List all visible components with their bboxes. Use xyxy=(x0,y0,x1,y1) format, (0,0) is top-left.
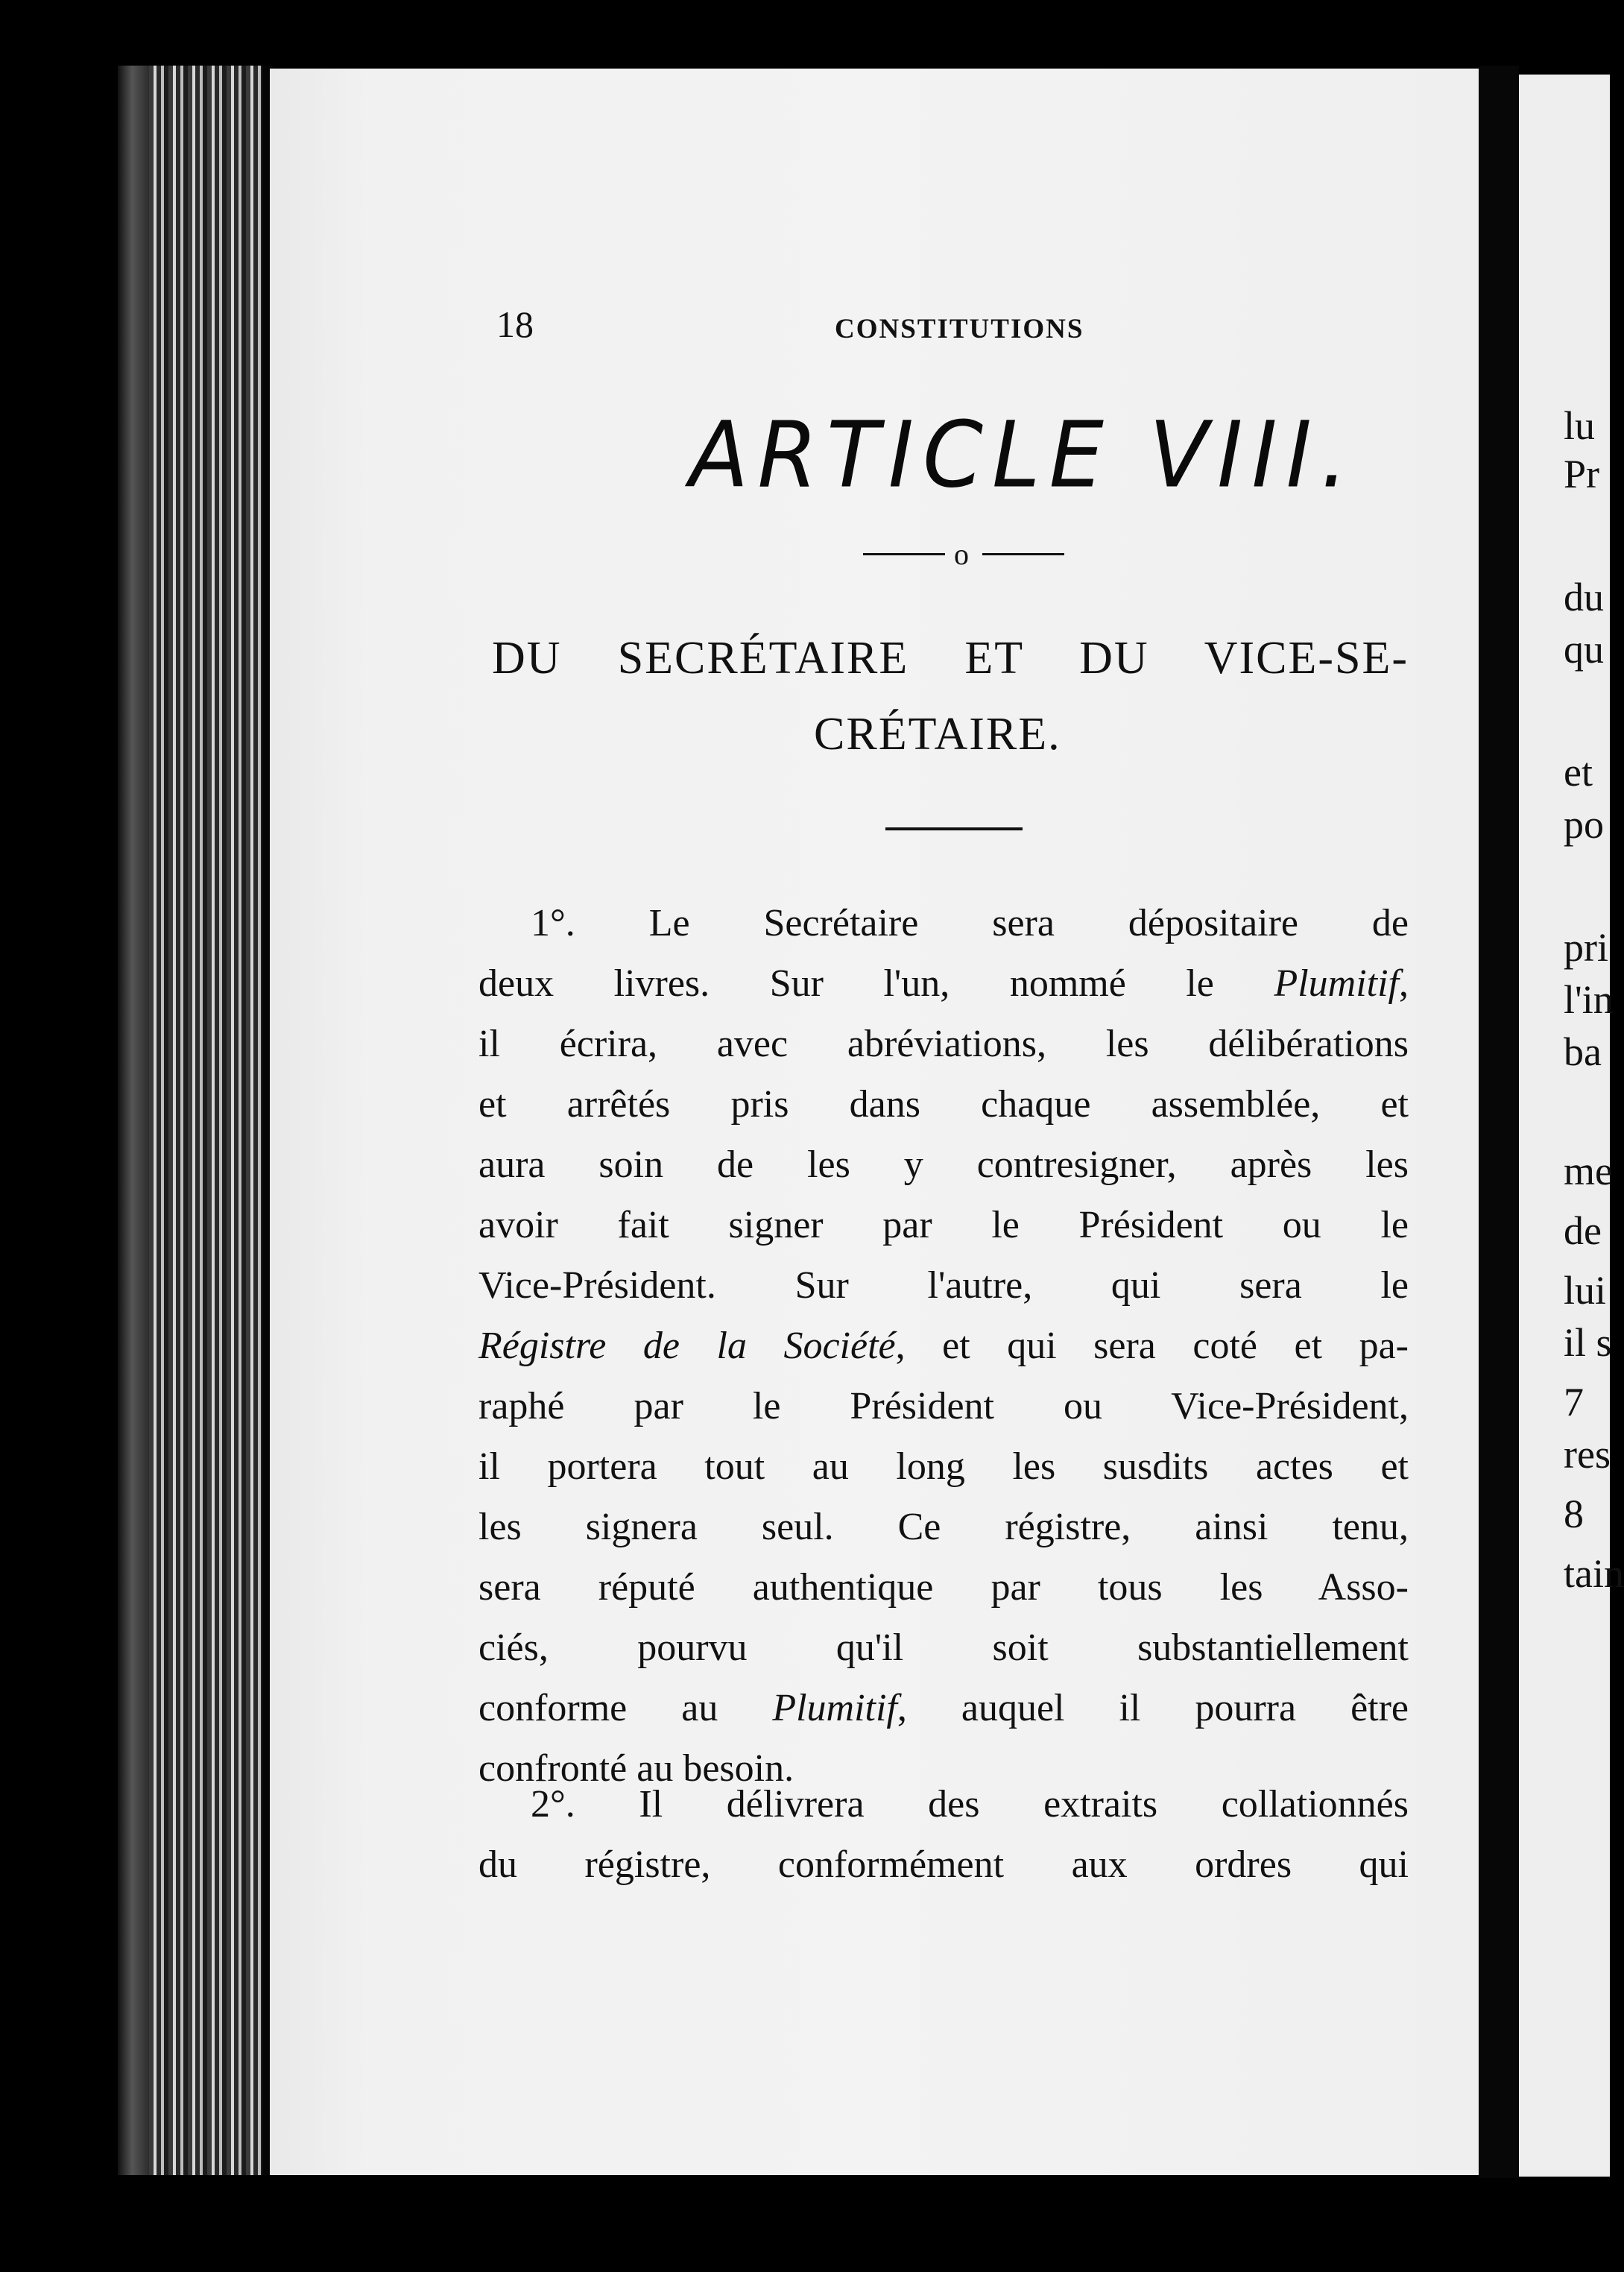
facing-page-fragment: 7 xyxy=(1564,1380,1584,1424)
italic-text: Plumitif xyxy=(772,1687,897,1729)
text-line xyxy=(478,1497,1409,1557)
text-segment: il portera tout au long les susdits actes et xyxy=(478,1445,1409,1488)
text-segment: les signera seul. Ce régistre, ainsi tenu, xyxy=(478,1506,1409,1548)
text-segment: du régistre, conformément aux ordres qui xyxy=(478,1843,1409,1886)
text-line xyxy=(478,1074,1409,1135)
facing-page-fragment: et xyxy=(1564,750,1593,795)
ornament-mark: o xyxy=(954,537,969,571)
facing-page-fragment: po xyxy=(1564,802,1604,847)
facing-page-fragment: res xyxy=(1564,1432,1611,1477)
facing-page-fragment: du xyxy=(1564,575,1604,619)
text-segment: 2°. Il délivrera des extraits collationnés xyxy=(531,1783,1409,1826)
text-line xyxy=(478,1436,1409,1497)
facing-page-fragment: tain xyxy=(1564,1551,1624,1596)
text-line xyxy=(478,1316,1409,1376)
text-segment: raphé par le Président ou Vice-Président, xyxy=(478,1385,1409,1427)
ornament-line-right xyxy=(982,553,1064,555)
page-number: 18 xyxy=(496,303,534,345)
text-segment: Vice-Président. Sur l'autre, qui sera le xyxy=(478,1264,1409,1307)
text-line xyxy=(478,1255,1409,1316)
book-page-edges xyxy=(149,66,267,2175)
text-line xyxy=(478,1195,1409,1255)
text-segment: , et qui sera coté et pa- xyxy=(895,1325,1409,1367)
title-ornament xyxy=(863,534,1064,571)
text-segment: sera réputé authentique par tous les Asso- xyxy=(478,1566,1409,1609)
paragraph-2 xyxy=(478,1774,1409,1895)
facing-page-fragment: de xyxy=(1564,1208,1602,1253)
text-line xyxy=(478,1376,1409,1436)
text-line xyxy=(478,1557,1409,1618)
facing-page-fragment: qu xyxy=(1564,627,1604,672)
facing-page-fragment: lui xyxy=(1564,1268,1607,1313)
book-gutter xyxy=(1479,66,1519,2178)
italic-text: Plumitif xyxy=(1274,962,1399,1005)
facing-page-fragment: l'in xyxy=(1564,977,1614,1022)
text-line xyxy=(478,953,1409,1014)
text-line xyxy=(478,1135,1409,1195)
text-segment: conforme au xyxy=(478,1687,773,1729)
facing-page-fragment: lu xyxy=(1564,403,1596,448)
text-segment: aura soin de les y contresigner, après les xyxy=(478,1143,1409,1186)
text-line xyxy=(478,1618,1409,1678)
text-segment: , xyxy=(1399,962,1409,1005)
text-line xyxy=(478,1014,1409,1074)
text-segment: confronté au besoin. xyxy=(478,1747,794,1790)
facing-page-fragment: 8 xyxy=(1564,1492,1584,1536)
text-segment: ciés, pourvu qu'il soit substantiellement xyxy=(478,1626,1409,1669)
text-line xyxy=(478,893,1409,953)
text-line xyxy=(478,1834,1409,1895)
text-segment: et arrêtés pris dans chaque assemblée, et xyxy=(478,1083,1409,1126)
facing-page-fragment: ba xyxy=(1564,1029,1602,1074)
text-segment: deux livres. Sur l'un, nommé le xyxy=(478,962,1274,1005)
facing-page-fragment: Pr xyxy=(1564,452,1600,496)
text-line xyxy=(478,1678,1409,1738)
text-segment: il écrira, avec abréviations, les délibérations xyxy=(478,1023,1409,1065)
ornament-line-left xyxy=(863,553,945,555)
book-spine-shadow xyxy=(118,66,154,2175)
facing-page-fragment: il s xyxy=(1564,1320,1612,1365)
facing-page-fragment: me xyxy=(1564,1149,1613,1193)
text-segment: 1°. Le Secrétaire sera dépositaire de xyxy=(531,902,1409,944)
section-heading-line2: CRÉTAIRE. xyxy=(814,709,1061,760)
text-segment: , auquel il pourra être xyxy=(897,1687,1409,1729)
facing-page-fragment: pri xyxy=(1564,925,1608,970)
text-line xyxy=(478,1774,1409,1834)
paragraph-1 xyxy=(478,893,1409,1799)
section-rule xyxy=(885,827,1023,830)
article-title: ARTICLE VIII. xyxy=(689,403,1357,508)
section-heading-line1: DU SECRÉTAIRE ET DU VICE-SE- xyxy=(492,633,1409,684)
running-head: CONSTITUTIONS xyxy=(835,314,1084,344)
text-segment: avoir fait signer par le Président ou le xyxy=(478,1204,1409,1246)
facing-page xyxy=(1519,75,1624,2177)
italic-text: Régistre de la Société xyxy=(478,1325,896,1367)
